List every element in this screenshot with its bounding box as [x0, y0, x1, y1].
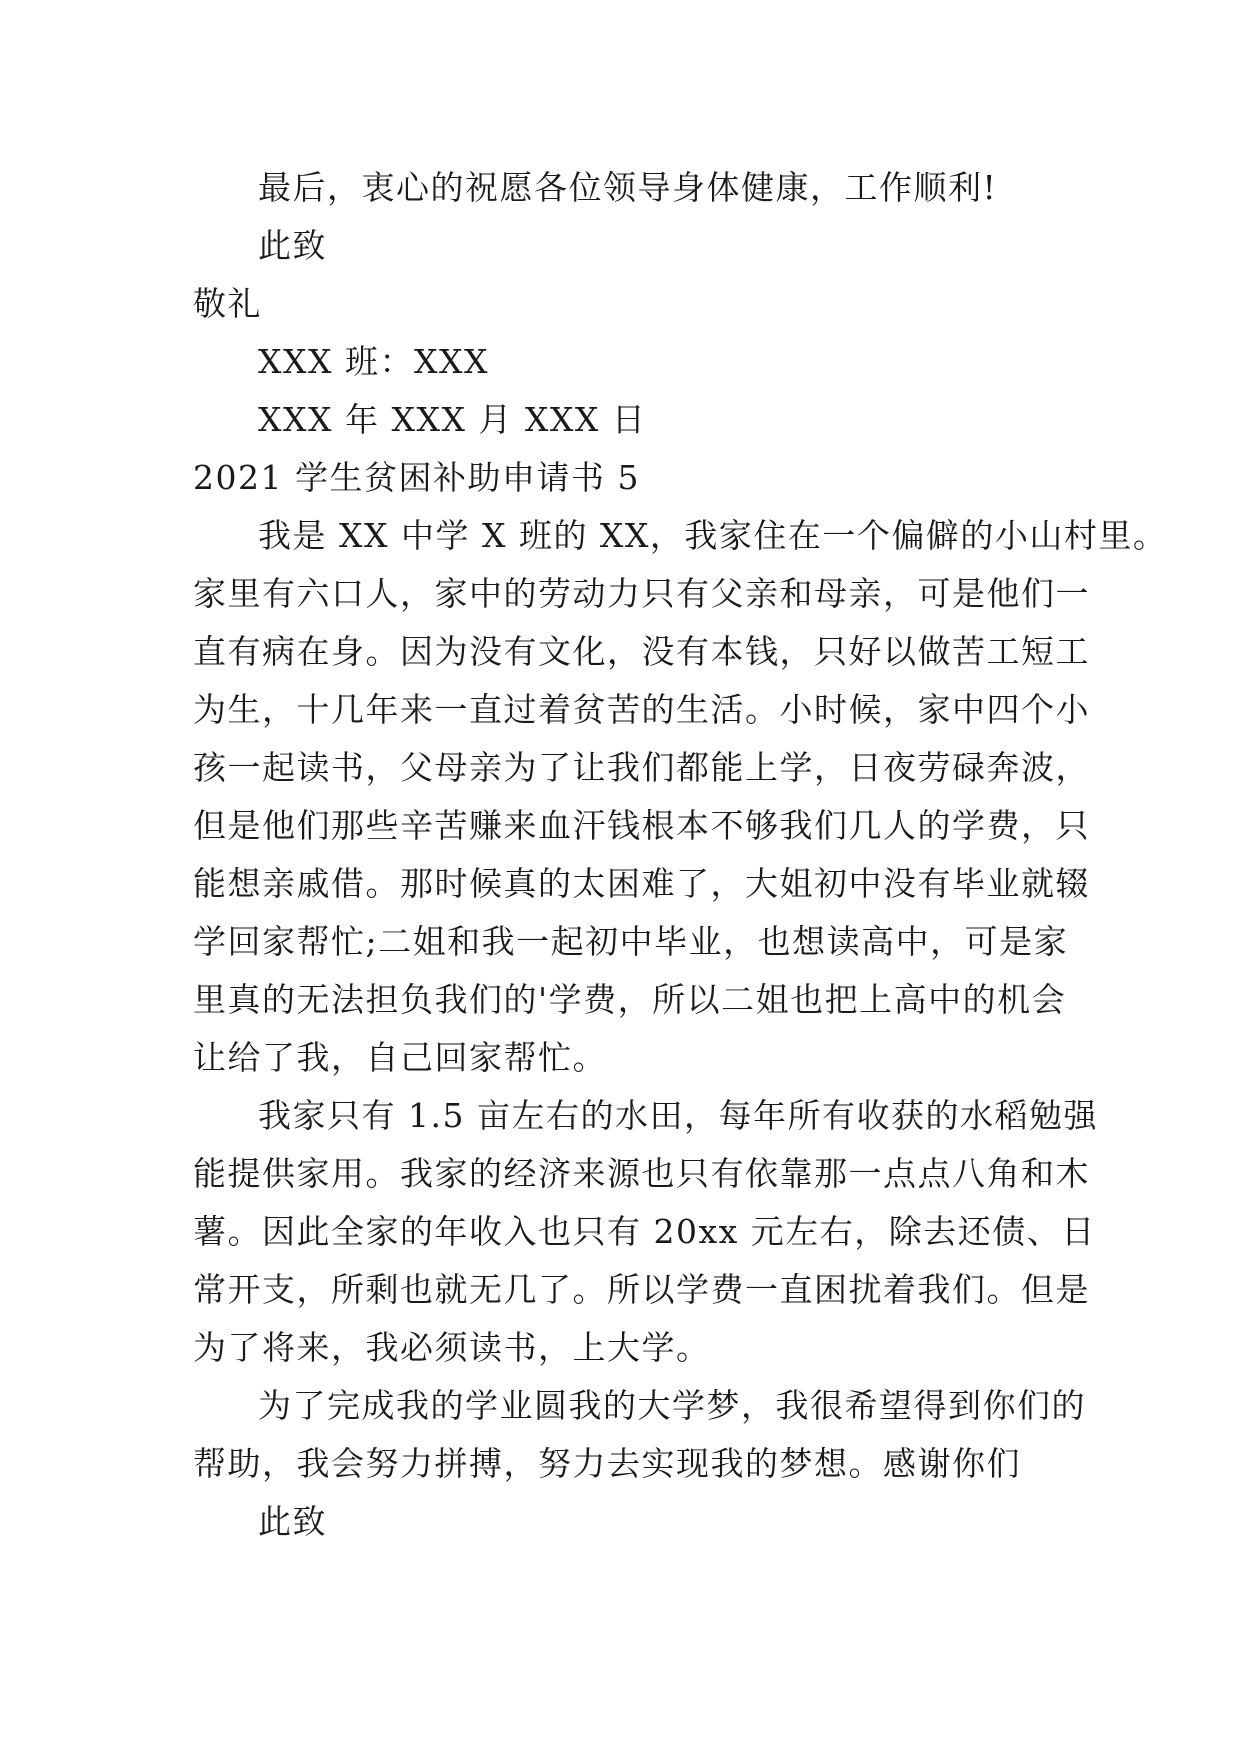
paragraph-line: 里真的无法担负我们的'学费，所以二姐也把上高中的机会: [193, 980, 1067, 1019]
closing-respect: 敬礼: [193, 284, 262, 323]
letter-title: 2021 学生贫困补助申请书 5: [193, 458, 640, 497]
closing-date: XXX 年 XXX 月 XXX 日: [258, 400, 647, 439]
paragraph-line: 学回家帮忙;二姐和我一起初中毕业，也想读高中，可是家: [193, 922, 1069, 961]
paragraph-line: 家里有六口人，家中的劳动力只有父亲和母亲，可是他们一: [193, 574, 1090, 613]
final-salutation: 此致: [258, 1502, 327, 1541]
paragraph-line: 孩一起读书，父母亲为了让我们都能上学，日夜劳碌奔波，: [193, 748, 1090, 787]
paragraph-line: 我是 XX 中学 X 班的 XX，我家住在一个偏僻的小山村里。: [258, 516, 1168, 555]
paragraph-line: 但是他们那些辛苦赚来血汗钱根本不够我们几人的学费，只: [193, 806, 1090, 845]
paragraph-line: 为了将来，我必须读书，上大学。: [193, 1328, 711, 1367]
closing-salutation: 此致: [258, 226, 327, 265]
closing-signature: XXX 班：XXX: [258, 342, 489, 381]
paragraph-line: 能提供家用。我家的经济来源也只有依靠那一点点八角和木: [193, 1154, 1090, 1193]
paragraph-line: 能想亲戚借。那时候真的太困难了，大姐初中没有毕业就辍: [193, 864, 1090, 903]
paragraph-line: 薯。因此全家的年收入也只有 20xx 元左右，除去还债、日: [193, 1212, 1096, 1251]
paragraph-line: 帮助，我会努力拼搏，努力去实现我的梦想。感谢你们: [193, 1444, 1021, 1483]
paragraph-line: 为生，十几年来一直过着贫苦的生活。小时候，家中四个小: [193, 690, 1090, 729]
paragraph-line: 直有病在身。因为没有文化，没有本钱，只好以做苦工短工: [193, 632, 1090, 671]
closing-wish: 最后，衷心的祝愿各位领导身体健康，工作顺利!: [258, 168, 998, 207]
paragraph-line: 为了完成我的学业圆我的大学梦，我很希望得到你们的: [258, 1386, 1086, 1425]
paragraph-line: 让给了我，自己回家帮忙。: [193, 1038, 607, 1077]
paragraph-line: 常开支，所剩也就无几了。所以学费一直困扰着我们。但是: [193, 1270, 1090, 1309]
paragraph-line: 我家只有 1.5 亩左右的水田，每年所有收获的水稻勉强: [258, 1096, 1098, 1135]
